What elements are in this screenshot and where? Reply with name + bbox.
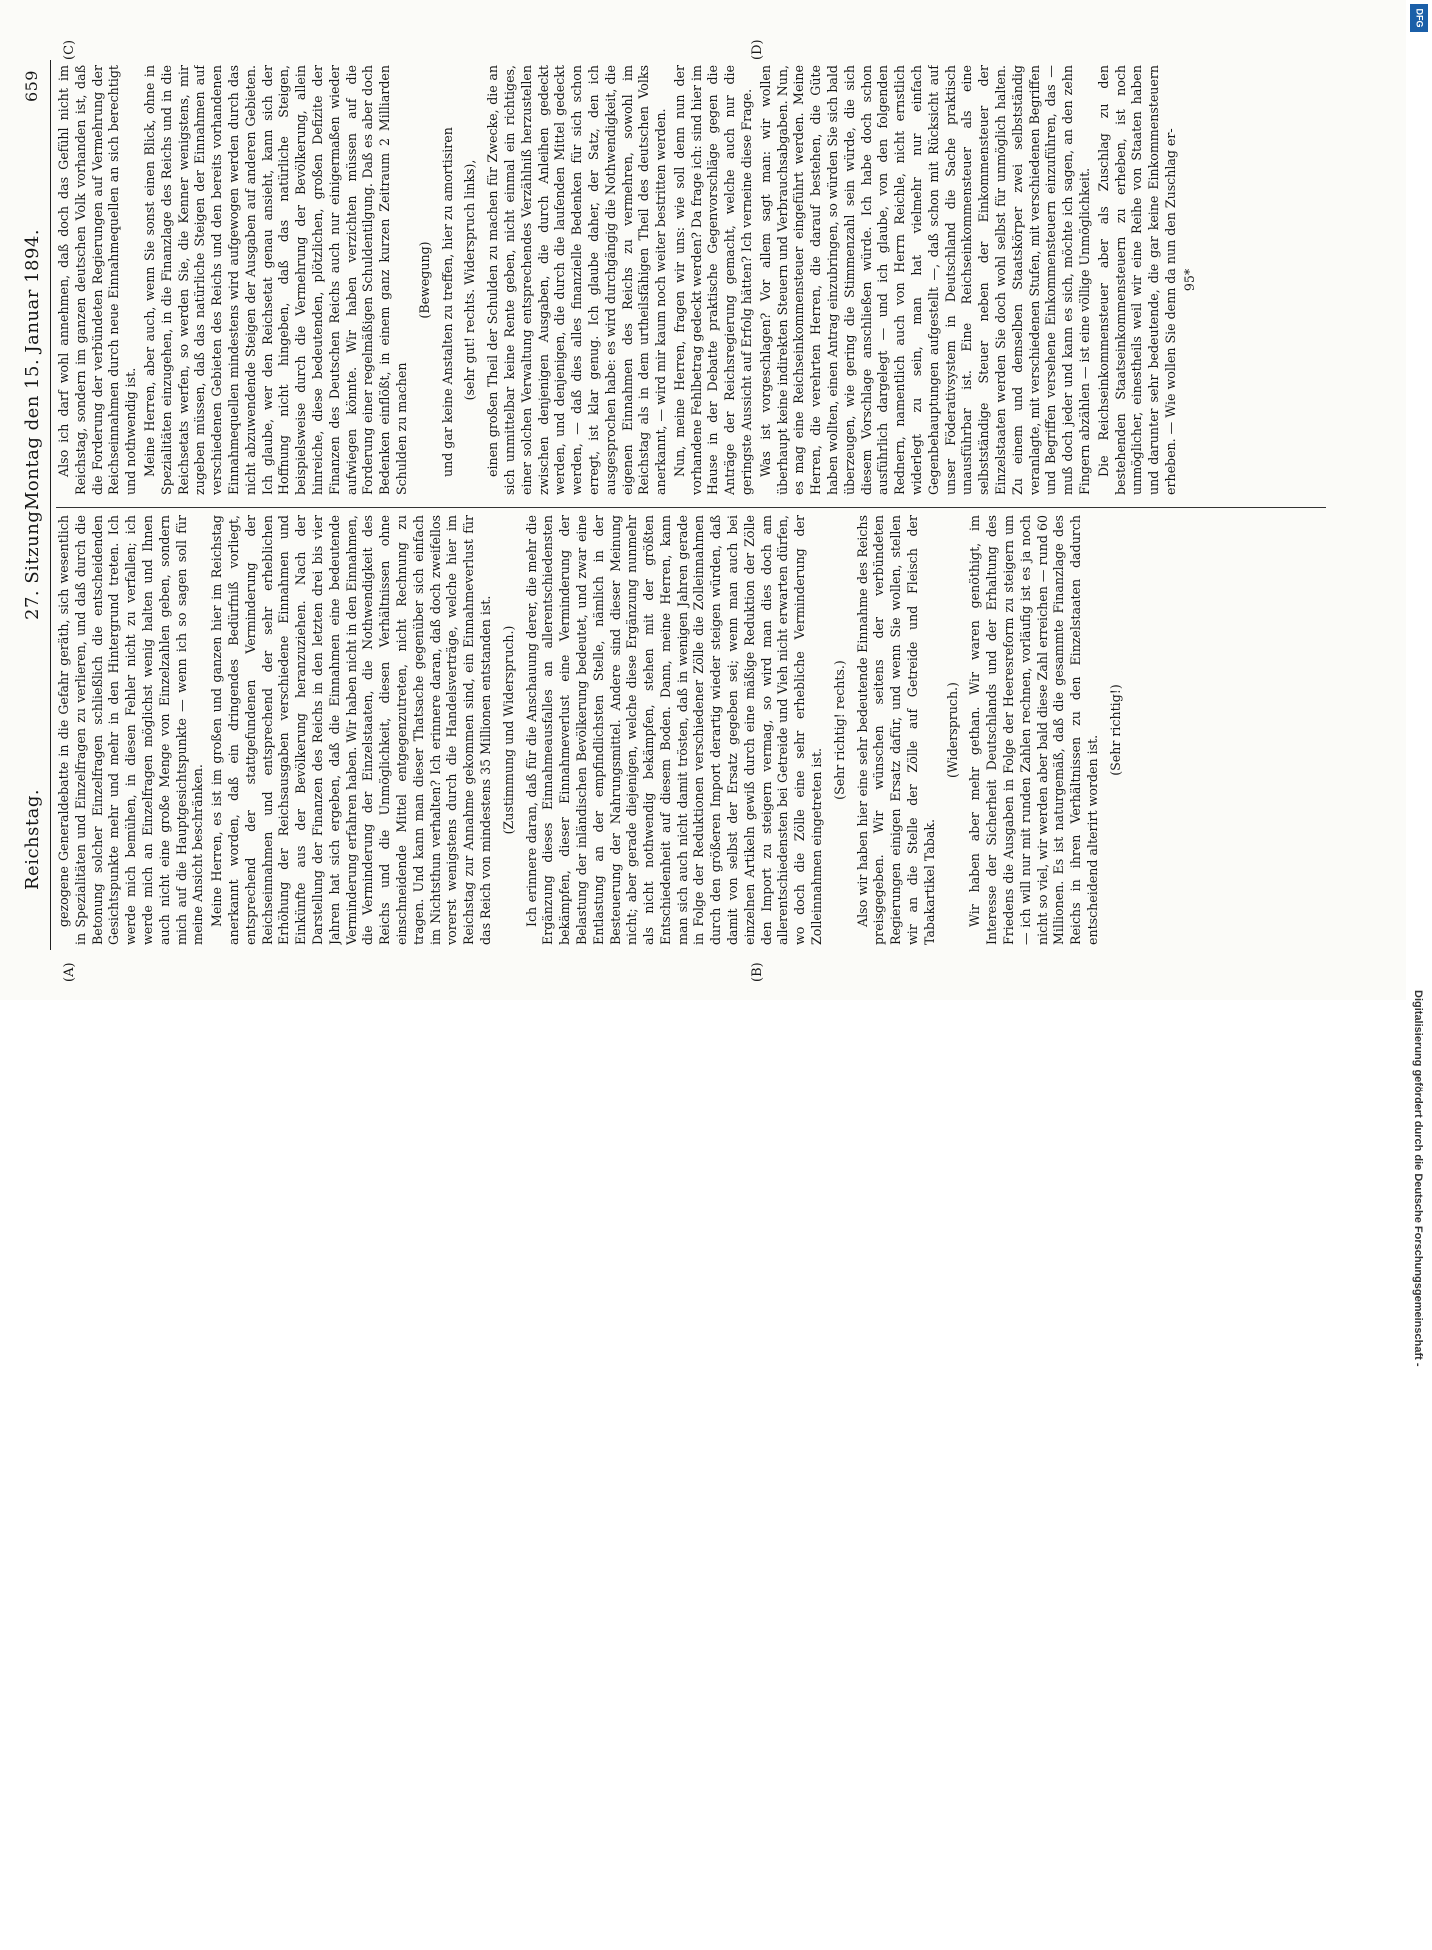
digitization-credit: Digitalisierung gefördert durch die Deutsche Forschungsgemeinschaft -: [1412, 990, 1424, 1367]
header-session: 27. Sitzung.: [22, 504, 43, 620]
interjection: (sehr gut! rechts. Widerspruch links),: [462, 159, 478, 401]
right-column: [56, 65, 1336, 495]
paragraph: gezogene Generaldebatte in die Gefahr geräth, sich wesentlich in Spezialitäten und Einzelfragen zu verlieren, und daß durch die Betonung solcher Einzelfragen schließlich die entscheidenden Gesichtspunkte mehr und mehr in den Hintergrund treten. Ich werde mich bemühen, in diesen Fehler nicht zu verfallen; ich werde mich an Einzelfragen möglichst wenig halten und Ihnen auch nicht eine große Menge von Einzelzahlen geben, sondern mich auf die Hauptgesichtspunkte — wenn ich so sagen soll für meine Ansicht beschränken.: [56, 515, 206, 945]
page-header: [10, 60, 51, 950]
digitization-stripe: [1406, 0, 1432, 1367]
page-number: 659: [22, 70, 41, 103]
margin-mark-b: (B): [750, 962, 765, 982]
interjection: (Sehr richtig! rechts.): [831, 660, 847, 800]
interjection: (Sehr richtig!): [1107, 684, 1123, 776]
paragraph: Also wir haben hier eine sehr bedeutende Einnahme des Reichs preisgegeben. Wir wünschen seitens der verbündeten Regierungen einigen Ersatz dafür, und wenn Sie wollen, stellen wir an die Stelle der Zölle auf Getreide und Fleisch der Tabakartikel Tabak.: [854, 515, 937, 945]
paragraph: Also ich darf wohl annehmen, daß doch das Gefühl nicht im Reichstag, sondern im ganzen deutschen Volk vorhanden ist, daß die Forderung der verbündeten Regierungen auf Vermehrung der Reichseinnahmen durch neue Einnahmequellen an sich berechtigt und nothwendig ist.: [56, 65, 139, 495]
paragraph: und gar keine Anstalten zu treffen, hier zu amortisiren: [439, 127, 455, 477]
rotated-page-content: [10, 30, 1390, 990]
column-divider: [56, 507, 1326, 508]
header-date: Montag den 15. Januar 1894.: [22, 228, 43, 510]
left-column: [56, 515, 1336, 945]
interjection: (Zustimmung und Widerspruch.): [500, 625, 516, 835]
paragraph: Meine Herren, aber auch, wenn Sie sonst einen Blick, ohne in Spezialitäten einzugehen, in die Finanzlage des Reichs und in die Reichsetats werfen, so werden Sie, die Kenner wenigstens, mir zugeben müssen, daß das natürliche Steigen der Einnahmen auf verschiedenen Gebieten des Reichs und den bereits vorhandenen Einnahmequellen mindestens wird aufgewogen werden durch das nicht abzuwendende Steigen der Ausgaben auf anderen Gebieten. Ich glaube, wer den Reichsetat genau ansieht, kann sich der Hoffnung nicht hingeben, daß das natürliche Steigen, beispielsweise durch die Vermehrung der Bevölkerung, allein hinreiche, diese bedeutenden, plötzlichen, großen Defizite der Finanzen des Deutschen Reichs auch nur einigermaßen wieder aufwiegen könnte. Wir haben verzichten müssen auf die Forderung einer regelmäßigen Schuldentilgung. Daß es aber doch Bedenken einflößt, in einem ganz kurzen Zeitraum 2 Milliarden Schulden zu machen: [141, 65, 409, 495]
paragraph: Was ist vorgeschlagen? Vor allem sagt man: wir wollen überhaupt keine indirekten Steuern und Verbrauchsabgaben. Nun, es mag eine Reichseinkommensteuer eingeführt werden. Meine Herren, die verehrten Herren, die darauf bestehen, die Güte haben wollten, einen Antrag einzubringen, so würden Sie sich bald überzeugen, wie gering die Stimmenzahl sein würde, die sich diesem Vorschlage anschließen würde. Ich habe doch schon ausführlich dargelegt — und ich glaube, von den folgenden Rednern, namentlich auch von Herrn Reichle, nicht ernstlich widerlegt zu sein, man hat vielmehr nur einfach Gegenbehauptungen aufgestellt —, daß schon mit Rücksicht auf unser Föderativsystem in Deutschland die Sache praktisch unausführbar ist. Eine Reichseinkommensteuer als eine selbstständige Steuer neben der Einkommensteuer der Einzelstaaten werden Sie doch wohl selbst für unmöglich halten. Zu einem und demselben Staatskörper zwei selbstständig veranlagte, mit verschiedenen Stufen, mit verschiedenen Begriffen und Begriffen versehene Einkommensteuern einzuführen, das — muß doch jeder und kann es sich, möchte ich sagen, an den zehn Fingern abzählen — ist eine völlige Unmöglichkeit.: [757, 65, 1093, 495]
margin-mark-d: (D): [750, 39, 765, 60]
dfg-logo: DFG: [1410, 4, 1428, 32]
paragraph: Meine Herren, es ist im großen und ganzen hier im Reichstag anerkannt worden, daß ein dringendes Bedürfniß vorliegt, entsprechend der stattgefundenen Verminderung der Reichseinnahmen und entsprechend der sehr erheblichen Erhöhung der Reichsausgaben verschiedene Einnahmen und Einkünfte aus der Bevölkerung heranzuziehen. Nach der Darstellung der Finanzen des Reichs in den letzten drei bis vier Jahren hat sich ergeben, daß die Einnahmen eine bedeutende Verminderung erfahren haben. Wir haben nicht in den Einnahmen, die Verminderung der Einzelstaaten, die Nothwendigkeit des Reichs und die Unmöglichkeit, diesen Verhältnissen ohne einschneidende Mittel entgegenzutreten, nicht Rechnung zu tragen. Und kann man dieser Thatsache gegenüber sich einfach im Nichtsthun verhalten? Ich erinnere daran, daß doch zweifellos vorerst wenigstens durch die Handelsverträge, welche hier im Reichstag zur Annahme gekommen sind, ein Einnahmeverlust für das Reich von mindestens 35 Millionen entstanden ist.: [209, 515, 493, 945]
margin-mark-a: (A): [62, 962, 77, 982]
paragraph: Ich erinnere daran, daß für die Anschauung derer, die mehr die Ergänzung dieses Einnahmeausfalles an allerentschiedensten bekämpfen, dieser Einnahmeverlust eine Verminderung der Belastung der inländischen Bevölkerung bedeutet, und zwar eine Entlastung an der empfindlichsten Stelle, nämlich in der Besteuerung der Nahrungsmittel. Andere sind dieser Meinung nicht; aber gerade diejenigen, welche diese Ergänzung nunmehr als nicht nothwendig bekämpfen, stehen mit der größten Entschiedenheit auf diesem Boden. Dann, meine Herren, kann man sich auch nicht damit trösten, daß in wenigen Jahren gerade in Folge der Reduktionen verschiedener Zölle die Zolleinnahmen durch den größeren Import derartig wieder steigen würden, daß damit von selbst der Ersatz gegeben sei; wenn man auch bei einzelnen Artikeln gewiß durch eine mäßige Reduktion der Zölle den Import zu steigern vermag, so wird man dies doch am allerentschiedensten bei Getreide und Vieh nicht erwarten dürfen, wo doch die Zölle eine sehr erhebliche Verminderung der Zolleinnahmen eingetreten ist.: [523, 515, 825, 945]
signature-mark: 95*: [1181, 268, 1197, 292]
paragraph: einen großen Theil der Schulden zu machen für Zwecke, die an sich unmittelbar keine Rente geben, nicht einmal ein richtiges, einer solchen Verwaltung entsprechendes Verzählniß herzustellen zwischen denjenigen Ausgaben, die durch Anleihen gedeckt werden, und denjenigen, die durch die laufenden Mittel gedeckt werden, — daß dies alles finanzielle Bedenken für sich schon erregt, ist klar genug. Ich glaube daher, der Satz, den ich ausgesprochen habe: es wird durchgängig die Nothwendigkeit, die eigenen Einnahmen des Reichs zu vermehren, sowohl im Reichstag als in dem urtheilsfähigen Theil des deutschen Volks anerkannt, — wird mir kaum noch weiter bestritten werden.: [485, 65, 669, 495]
paragraph: Die Reichseinkommensteuer aber als Zuschlag zu den bestehenden Staatseinkommensteuern zu erheben, ist noch unmöglicher, einestheils weil wir eine Reihe von Staaten haben und darunter sehr bedeutende, die gar keine Einkommensteuern erheben. — Wie wollen Sie denn da nun den Zuschlag er-: [1095, 65, 1178, 495]
header-left: Reichstag.: [22, 788, 43, 890]
paragraph: Nun, meine Herren, fragen wir uns: wie soll denn nun der vorhandene Fehlbetrag gedeckt werden? Da frage ich: sind hier im Hause in der Debatte praktische Gegenvorschläge gegen die Anträge der Reichsregierung gemacht, welche auch nur die geringste Aussicht auf Erfolg hätten? Ich verneine diese Frage.: [671, 65, 755, 495]
interjection: (Widerspruch.): [944, 682, 960, 778]
interjection: (Bewegung): [416, 241, 432, 319]
margin-mark-c: (C): [62, 39, 77, 60]
paragraph: Wir haben aber mehr gethan. Wir waren genöthigt, im Interesse der Sicherheit Deutschlands und der Erhaltung des Friedens die Ausgaben in Folge der Heeresreform zu steigern um — ich will nur mit runden Zahlen rechnen, vorläufig ist es ja noch nicht so viel, wir werden aber bald diese Zahl erreichen — rund 60 Millionen. Es ist naturgemäß, daß die gesammte Finanzlage des Reichs in ihren Verhältnissen zu den Einzelstaaten dadurch entscheidend alterirt worden ist.: [967, 515, 1101, 945]
